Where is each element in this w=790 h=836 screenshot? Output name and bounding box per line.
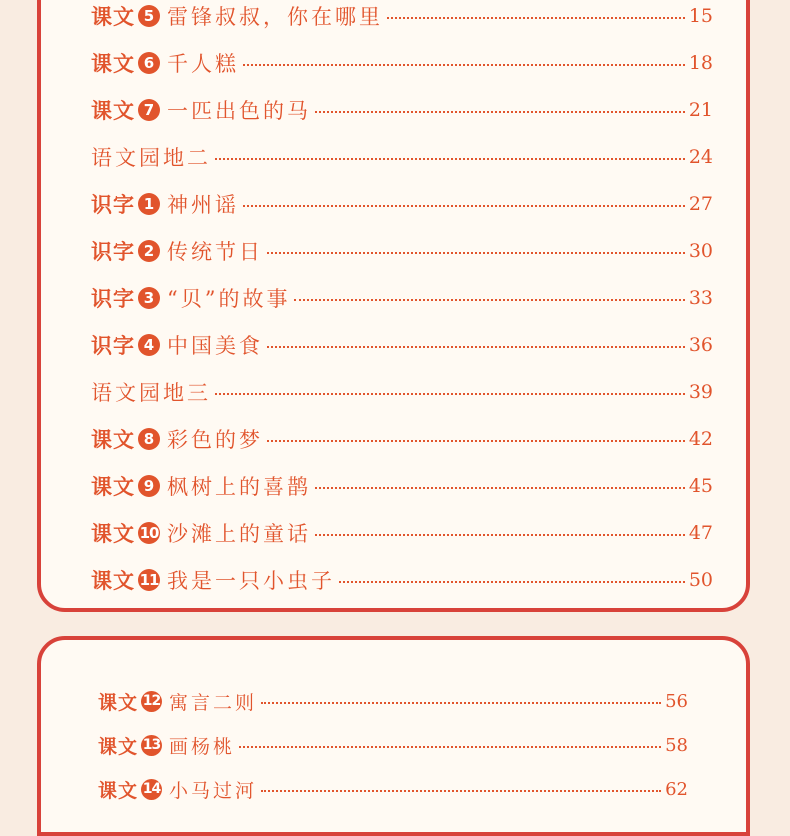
dot-leader [215,393,685,395]
entry-kind: 课文 [91,99,135,123]
page-number: 36 [688,334,713,356]
entry-kind: 课文 [91,52,135,76]
toc-entry[interactable] [91,141,713,173]
entry-title: 彩色的梦 [167,428,263,452]
page-number: 39 [688,381,713,403]
dot-leader [315,111,685,113]
lesson-number-badge: 3 [138,287,160,309]
page-number: 62 [665,778,688,800]
dot-leader [261,790,661,792]
entry-kind: 课文 [91,428,135,452]
entry-kind: 识字 [91,240,135,264]
toc-entry[interactable] [91,423,713,455]
entry-kind: 课文 [91,569,135,593]
lesson-number-badge: 10 [139,524,159,542]
entry-title: 我是一只小虫子 [167,569,335,593]
lesson-number-badge: 9 [138,475,160,497]
entry-title: 语文园地二 [91,146,211,170]
page-number: 47 [688,522,713,544]
entry-kind: 课文 [98,691,139,714]
lesson-number-badge: 12 [141,691,162,712]
entry-kind: 识字 [91,287,135,311]
dot-leader [239,746,661,748]
lesson-number-badge: 13 [141,735,162,756]
toc-entry[interactable] [91,517,713,549]
page-number: 27 [688,193,713,215]
toc-entry[interactable] [98,774,688,804]
page-number: 18 [688,52,713,74]
lesson-number-badge: 5 [138,5,160,27]
dot-leader [261,702,661,704]
page-number: 50 [688,569,713,591]
entry-kind: 课文 [91,475,135,499]
dot-leader [267,252,685,254]
entry-title: 画杨桃 [169,735,236,758]
dot-leader [294,299,684,301]
entry-title: “贝”的故事 [167,287,291,311]
entry-title: 雷锋叔叔，你在哪里 [167,5,383,29]
toc-entry[interactable] [91,564,713,596]
entry-title: 小马过河 [169,779,258,802]
entry-title: 千人糕 [167,52,239,76]
dot-leader [315,534,685,536]
entry-title: 语文园地三 [91,381,211,405]
lesson-number-badge: 7 [138,99,160,121]
dot-leader [315,487,685,489]
entry-kind: 课文 [91,5,135,29]
lesson-number-badge: 14 [141,779,162,800]
lesson-number-badge: 4 [138,334,160,356]
page-number: 42 [688,428,713,450]
dot-leader [267,440,685,442]
entry-title: 一匹出色的马 [167,99,311,123]
page-number: 21 [688,99,713,121]
entry-title: 传统节日 [167,240,263,264]
toc-entry[interactable] [91,94,713,126]
toc-entry[interactable] [91,235,713,267]
entry-title: 中国美食 [167,334,263,358]
dot-leader [387,17,685,19]
toc-card-bottom [37,636,750,836]
lesson-number-badge: 2 [138,240,160,262]
entry-kind: 课文 [91,522,135,546]
entry-kind: 识字 [91,334,135,358]
dot-leader [243,205,685,207]
page-number: 30 [688,240,713,262]
entry-title: 寓言二则 [169,691,258,714]
lesson-number-badge: 11 [139,571,159,589]
page-number: 15 [688,5,713,27]
page-number: 56 [665,690,688,712]
toc-entry[interactable] [91,282,713,314]
entry-kind: 课文 [98,735,139,758]
dot-leader [267,346,685,348]
entry-kind: 课文 [98,779,139,802]
toc-entry[interactable] [91,376,713,408]
lesson-number-badge: 1 [138,193,160,215]
dot-leader [243,64,685,66]
page-number: 58 [665,734,688,756]
toc-entry[interactable] [98,730,688,760]
toc-entry[interactable] [91,188,713,220]
toc-entry[interactable] [91,47,713,79]
entry-title: 枫树上的喜鹊 [167,475,311,499]
lesson-number-badge: 8 [138,428,160,450]
entry-title: 沙滩上的童话 [167,522,311,546]
page-number: 24 [688,146,713,168]
lesson-number-badge: 6 [138,52,160,74]
entry-kind: 识字 [91,193,135,217]
toc-card-top [37,0,750,612]
toc-entry[interactable] [91,329,713,361]
toc-entry[interactable] [98,686,688,716]
entry-title: 神州谣 [167,193,239,217]
page-number: 45 [688,475,713,497]
toc-entry[interactable] [91,470,713,502]
dot-leader [215,158,685,160]
toc-entry[interactable] [91,0,713,32]
page-number: 33 [688,287,713,309]
dot-leader [339,581,685,583]
